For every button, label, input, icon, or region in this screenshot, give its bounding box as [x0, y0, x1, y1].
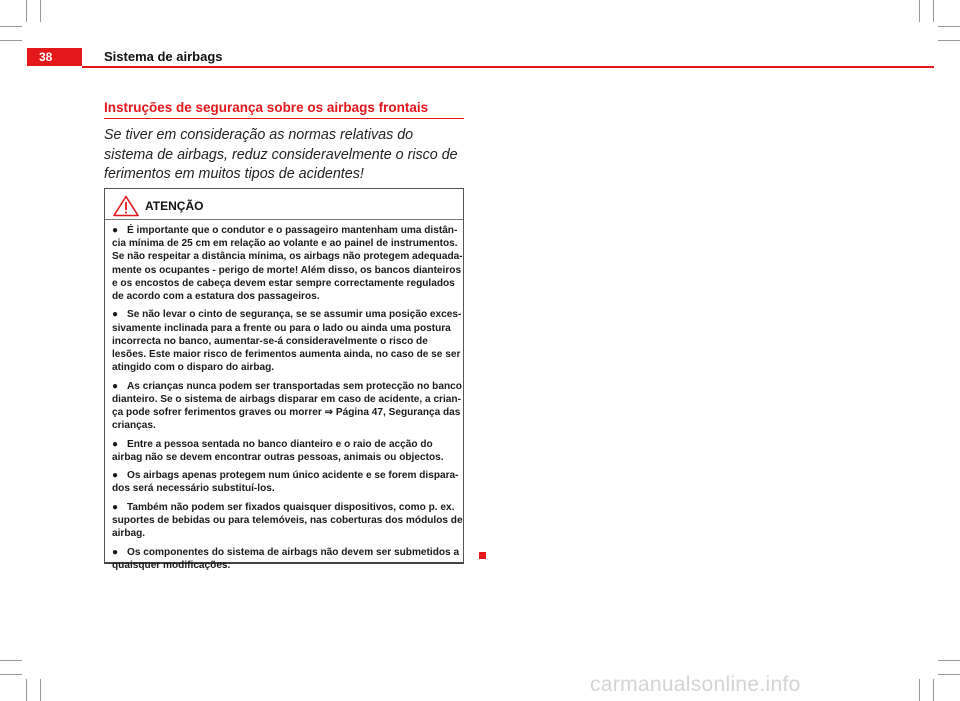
crop-mark: [26, 679, 27, 701]
crop-mark: [40, 0, 41, 22]
warning-item-text: As crianças nunca podem ser transportadas sem protecção no banco dianteiro. Se o sistema de airbags disparar em caso de acidente, a crian-ça pode sofrer ferimentos graves ou morrer ⇒ Página 47, Segurança das crianças.: [112, 380, 462, 432]
warning-item: [112, 224, 464, 303]
warning-item-text: Os componentes do sistema de airbags não devem ser submetidos a quaisquer modificações.: [112, 546, 460, 571]
warning-item: [112, 438, 464, 464]
page-number: 38: [27, 48, 82, 66]
section-rule: [104, 118, 464, 119]
warning-item-text: É importante que o condutor e o passageiro mantenham uma distân-cia mínima de 25 cm em relação ao volante e ao painel de instrumentos. Se não respeitar a distância mínima, os airbags não protegem adequada-mente os ocupantes - perigo de morte! Além disso, os bancos dianteiros e os encostos de cabeça devem estar sempre correctamente regulados de acordo com a estatura dos passageiros.: [112, 225, 463, 303]
crop-mark: [938, 674, 960, 675]
warning-triangle-icon: [113, 195, 139, 222]
warning-title: ATENÇÃO: [145, 199, 204, 213]
crop-mark: [26, 0, 27, 22]
section-end-marker: [479, 552, 486, 559]
warning-item: [112, 308, 464, 374]
warning-list: [112, 224, 464, 577]
crop-mark: [0, 40, 22, 41]
warning-item-text: Entre a pessoa sentada no banco dianteiro e o raio de acção do airbag não se devem encontrar outras pessoas, animais ou objectos.: [112, 438, 444, 463]
warning-item: [112, 546, 464, 572]
page-header-title: Sistema de airbags: [104, 49, 223, 64]
crop-mark: [919, 0, 920, 22]
crop-mark: [0, 674, 22, 675]
header-rule: [82, 66, 934, 68]
warning-box: [104, 188, 464, 571]
section-intro: Se tiver em consideração as normas relativas do sistema de airbags, reduz consideravelmente o risco de ferimentos em muitos tipos de acidentes!: [104, 127, 458, 182]
bullet: ●: [112, 380, 119, 392]
bullet: ●: [112, 309, 119, 321]
crop-mark: [40, 679, 41, 701]
crop-mark: [933, 0, 934, 22]
warning-item-text: Os airbags apenas protegem num único acidente e se forem dispara-dos será necessário substituí-los.: [112, 470, 459, 495]
warning-item-text: Se não levar o cinto de segurança, se se assumir uma posição exces-sivamente inclinada para a frente ou para o lado ou ainda uma postura incorrecta no banco, aumentar-se-á consideravelmente o risco de lesões. Este maior risco de ferimentos aumenta ainda, no caso de se ser atingido com o disparo do airbag.: [112, 309, 462, 374]
crop-mark: [919, 679, 920, 701]
crop-mark: [938, 26, 960, 27]
section-title: Instruções de segurança sobre os airbags frontais: [104, 100, 429, 115]
bullet: ●: [112, 438, 119, 450]
watermark: carmanualsonline.info: [590, 673, 801, 696]
warning-item: [112, 501, 464, 541]
crop-mark: [938, 660, 960, 661]
crop-mark: [933, 679, 934, 701]
warning-item: [112, 380, 464, 433]
warning-item-text: Também não podem ser fixados quaisquer dispositivos, como p. ex. suportes de bebidas ou para telemóveis, nas coberturas dos módulos de airbag.: [112, 501, 463, 540]
crop-mark: [0, 660, 22, 661]
bullet: ●: [112, 225, 119, 236]
warning-header: [105, 189, 463, 220]
bullet: ●: [112, 470, 119, 482]
crop-mark: [0, 26, 22, 27]
crop-mark: [938, 40, 960, 41]
bullet: ●: [112, 546, 119, 558]
warning-item: [112, 469, 464, 495]
bullet: ●: [112, 501, 119, 513]
